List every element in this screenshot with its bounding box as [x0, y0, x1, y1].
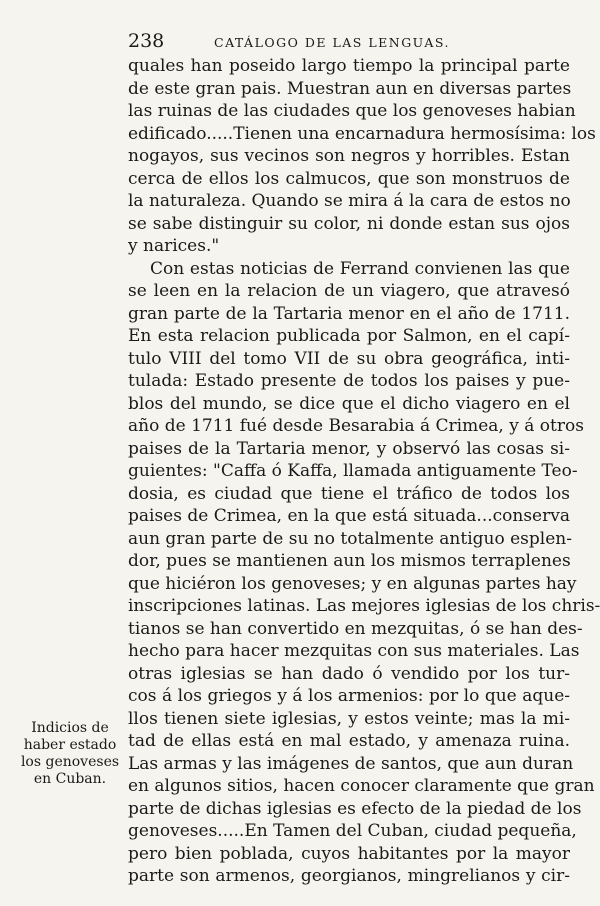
running-title: CATÁLOGO DE LAS LENGUAS. [214, 35, 450, 50]
text-line: de este gran pais. Muestran aun en diversas partes [128, 78, 572, 99]
text-line: pero bien poblada, cuyos habitantes por la mayor [128, 843, 570, 864]
text-line: la naturaleza. Quando se mira á la cara de estos no [128, 191, 571, 211]
text-line: aun gran parte de su no totalmente antiguo esplen- [128, 528, 572, 549]
text-line: se sabe distinguir su color, ni donde estan sus ojos [128, 213, 570, 234]
text-line: en algunos sitios, hacen conocer claramente que gran [128, 776, 595, 796]
text-line: paises de Crimea, en la que está situada...conserva [128, 506, 570, 526]
text-line: edificado.....Tienen una encarnadura hermosísima: los [128, 123, 596, 144]
text-line: las ruinas de las ciudades que los genoveses habian [128, 101, 576, 121]
text-line: año de 1711 fué desde Besarabia á Crimea, y á otros [128, 416, 584, 436]
margin-note-line: en Cuban. [33, 771, 107, 787]
text-line: dor, pues se mantienen aun los mismos terraplenes [128, 551, 571, 571]
margin-note-line: Indicios de [31, 720, 109, 736]
text-line: blos del mundo, se dice que el dicho viagero en el [128, 393, 570, 414]
text-line: tianos se han convertido en mezquitas, ó se han des- [128, 618, 583, 639]
text-line: Las armas y las imágenes de santos, que aun duran [128, 753, 574, 774]
margin-note [18, 720, 122, 788]
text-line: hecho para hacer mezquitas con sus materiales. Las [128, 641, 580, 661]
text-line: parte son armenos, georgianos, mingrelianos y cir- [128, 866, 570, 886]
text-line: dosia, es ciudad que tiene el tráfico de todos los [128, 483, 570, 504]
text-line: parte de dichas iglesias es efecto de la piedad de los [128, 798, 582, 819]
text-line: En esta relacion publicada por Salmon, en el capí- [128, 326, 570, 346]
text-line: llos tienen siete iglesias, y estos veinte; mas la mi- [128, 708, 570, 729]
text-line: otras iglesias se han dado ó vendido por los tur- [128, 663, 570, 684]
text-line: se leen en la relacion de un viagero, que atravesó [128, 281, 570, 301]
text-line: genoveses.....En Tamen del Cuban, ciudad pequeña, [128, 821, 577, 841]
margin-note-line: los genoveses [20, 754, 120, 770]
text-line: gran parte de la Tartaria menor en el año de 1711. [128, 303, 570, 324]
body-text [128, 55, 600, 888]
text-line: quales han poseido largo tiempo la principal parte [128, 56, 570, 76]
paragraph-start-line: Con estas noticias de Ferrand convienen las que [150, 258, 570, 279]
page-number: 238 [128, 30, 165, 52]
text-line: que hiciéron los genoveses; y en algunas partes hay [128, 573, 577, 594]
text-line: tulada: Estado presente de todos los paises y pue- [128, 371, 570, 391]
text-line: cos á los griegos y á los armenios: por lo que aque- [128, 686, 570, 706]
text-line: y narices." [128, 236, 220, 256]
text-line: nogayos, sus vecinos son negros y horribles. Estan [128, 146, 570, 166]
text-line: tad de ellas está en mal estado, y amenaza ruina. [128, 731, 570, 751]
page-header [128, 30, 568, 54]
text-line: tulo VIII del tomo VII de su obra geográfica, inti- [128, 348, 570, 369]
text-line: inscripciones latinas. Las mejores iglesias de los chris- [128, 596, 600, 616]
text-line: guientes: "Caffa ó Kaffa, llamada antiguamente Teo- [128, 461, 578, 481]
margin-note-line: haber estado [23, 737, 117, 753]
text-line: cerca de ellos los calmucos, que son monstruos de [128, 168, 570, 189]
text-line: paises de la Tartaria menor, y observó las cosas si- [128, 438, 570, 459]
